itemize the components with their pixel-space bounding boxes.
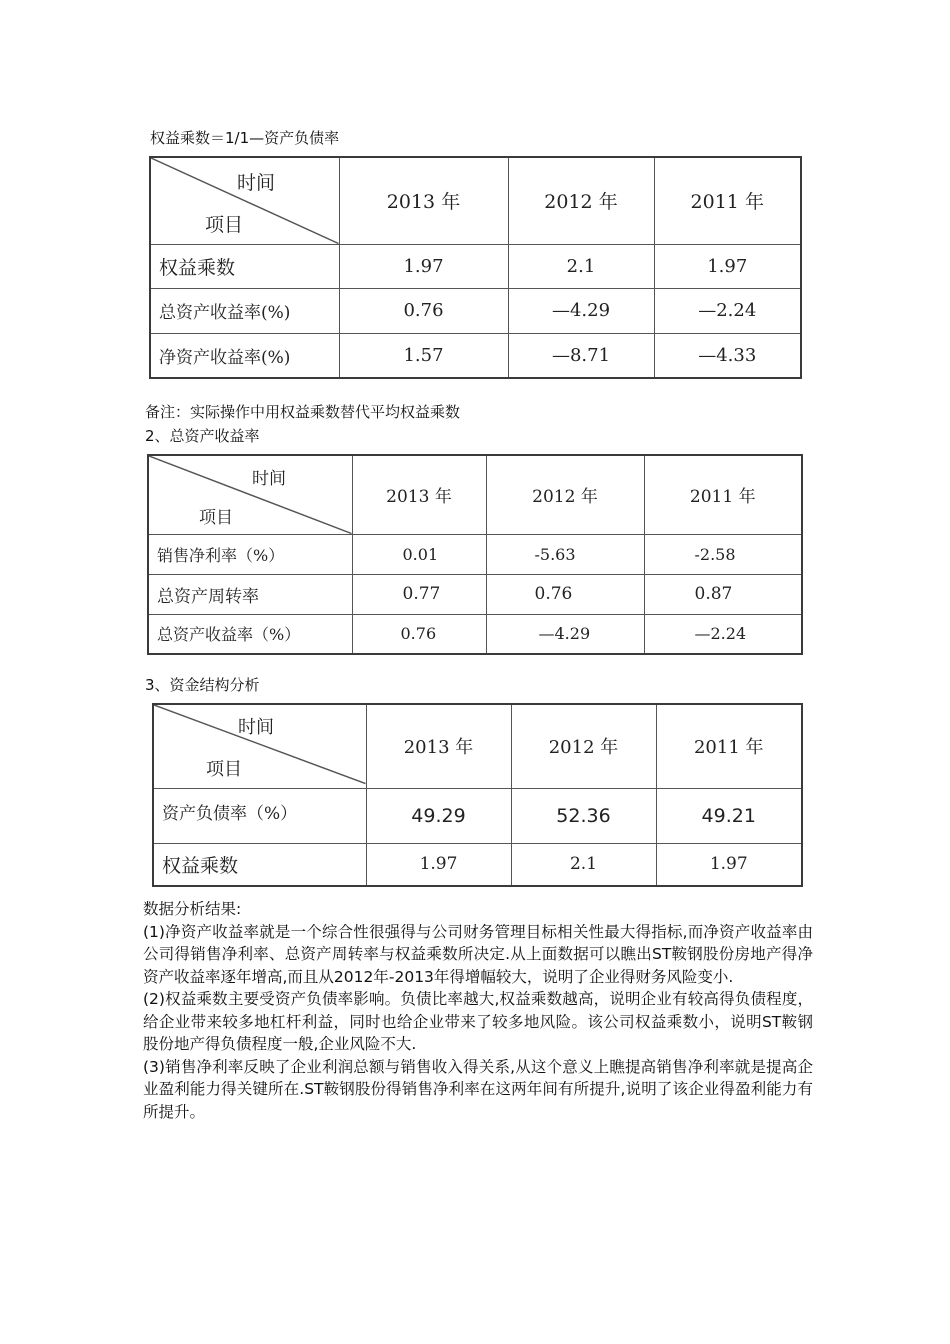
cell-value: —4.29 xyxy=(508,288,654,333)
capital-structure-table xyxy=(152,703,803,887)
analysis-paragraph-3: (3)销售净利率反映了企业利润总额与销售收入得关系,从这个意义上瞧提高销售净利率就是提高企业盈利能力得关键所在.ST鞍钢股份得销售净利率在这两年间有所提升,说明了该企业得盈利能力有所提升。 xyxy=(143,1057,813,1121)
cell-value: 0.01 xyxy=(352,534,486,574)
cell-value: —4.33 xyxy=(654,333,801,378)
row-label: 销售净利率（%） xyxy=(148,534,352,574)
year-header: 2012 年 xyxy=(486,455,644,534)
cell-value: 2.1 xyxy=(511,843,656,886)
cell-value: 0.76 xyxy=(352,614,486,654)
cell-value: 49.21 xyxy=(656,788,802,843)
cell-value: -2.58 xyxy=(644,534,802,574)
header-item-label: 项目 xyxy=(199,508,233,528)
cell-value: 0.77 xyxy=(352,574,486,614)
cell-value: 49.29 xyxy=(366,788,511,843)
table-row xyxy=(153,788,802,843)
cell-value: -5.63 xyxy=(486,534,644,574)
table-row xyxy=(148,534,802,574)
row-label: 资产负债率（%） xyxy=(153,788,366,843)
year-header: 2012 年 xyxy=(511,704,656,788)
year-header: 2013 年 xyxy=(366,704,511,788)
cell-value: —4.29 xyxy=(486,614,644,654)
row-label: 总资产周转率 xyxy=(148,574,352,614)
analysis-title: 数据分析结果: xyxy=(143,900,242,918)
table-row xyxy=(150,288,801,333)
table-row xyxy=(148,574,802,614)
cell-value: —2.24 xyxy=(654,288,801,333)
cell-value: 0.76 xyxy=(486,574,644,614)
header-diagonal-cell xyxy=(153,704,366,788)
cell-value: —2.24 xyxy=(644,614,802,654)
cell-value: —8.71 xyxy=(508,333,654,378)
total-asset-return-table xyxy=(147,454,803,655)
header-item-label: 项目 xyxy=(206,759,242,780)
row-label: 总资产收益率（%） xyxy=(148,614,352,654)
diagonal-line xyxy=(149,456,352,534)
table-row xyxy=(150,244,801,288)
analysis-section xyxy=(143,898,813,1123)
table-row xyxy=(148,614,802,654)
row-label: 权益乘数 xyxy=(153,843,366,886)
header-item-label: 项目 xyxy=(205,214,244,236)
row-label: 总资产收益率(%) xyxy=(150,288,339,333)
header-time-label: 时间 xyxy=(252,469,286,489)
header-diagonal-cell xyxy=(150,157,339,244)
cell-value: 0.87 xyxy=(644,574,802,614)
cell-value: 1.97 xyxy=(656,843,802,886)
cell-value: 1.97 xyxy=(339,244,508,288)
year-header: 2011 年 xyxy=(654,157,801,244)
equity-multiplier-table xyxy=(149,156,802,379)
cell-value: 1.97 xyxy=(366,843,511,886)
header-time-label: 时间 xyxy=(237,172,276,194)
cell-value: 52.36 xyxy=(511,788,656,843)
year-header: 2012 年 xyxy=(508,157,654,244)
cell-value: 0.76 xyxy=(339,288,508,333)
header-diagonal-cell xyxy=(148,455,352,534)
analysis-paragraph-1: (1)净资产收益率就是一个综合性很强得与公司财务管理目标相关性最大得指标,而净资产收益率由公司得销售净利率、总资产周转率与权益乘数所决定.从上面数据可以瞧出ST鞍钢股份房地产得净资产收益率逐年增高,而且从2012年-2013年得增幅较大，说明了企业得财务风险变小. xyxy=(143,922,813,986)
row-label: 净资产收益率(%) xyxy=(150,333,339,378)
year-header: 2011 年 xyxy=(656,704,802,788)
year-header: 2013 年 xyxy=(352,455,486,534)
formula-line: 权益乘数＝1/1—资产负债率 xyxy=(150,129,340,147)
section-2-title: 2、总资产收益率 xyxy=(145,427,260,445)
header-time-label: 时间 xyxy=(238,717,274,738)
table-row xyxy=(153,843,802,886)
table-row xyxy=(150,333,801,378)
note-line: 备注：实际操作中用权益乘数替代平均权益乘数 xyxy=(145,403,461,421)
analysis-paragraph-2: (2)权益乘数主要受资产负债率影响。负债比率越大,权益乘数越高，说明企业有较高得负债程度，给企业带来较多地杠杆利益，同时也给企业带来了较多地风险。该公司权益乘数小，说明ST鞍钢股份地产得负债程度一般,企业风险不大. xyxy=(143,990,813,1053)
cell-value: 2.1 xyxy=(508,244,654,288)
cell-value: 1.57 xyxy=(339,333,508,378)
year-header: 2013 年 xyxy=(339,157,508,244)
section-3-title: 3、资金结构分析 xyxy=(145,676,260,694)
cell-value: 1.97 xyxy=(654,244,801,288)
year-header: 2011 年 xyxy=(644,455,802,534)
row-label: 权益乘数 xyxy=(150,244,339,288)
